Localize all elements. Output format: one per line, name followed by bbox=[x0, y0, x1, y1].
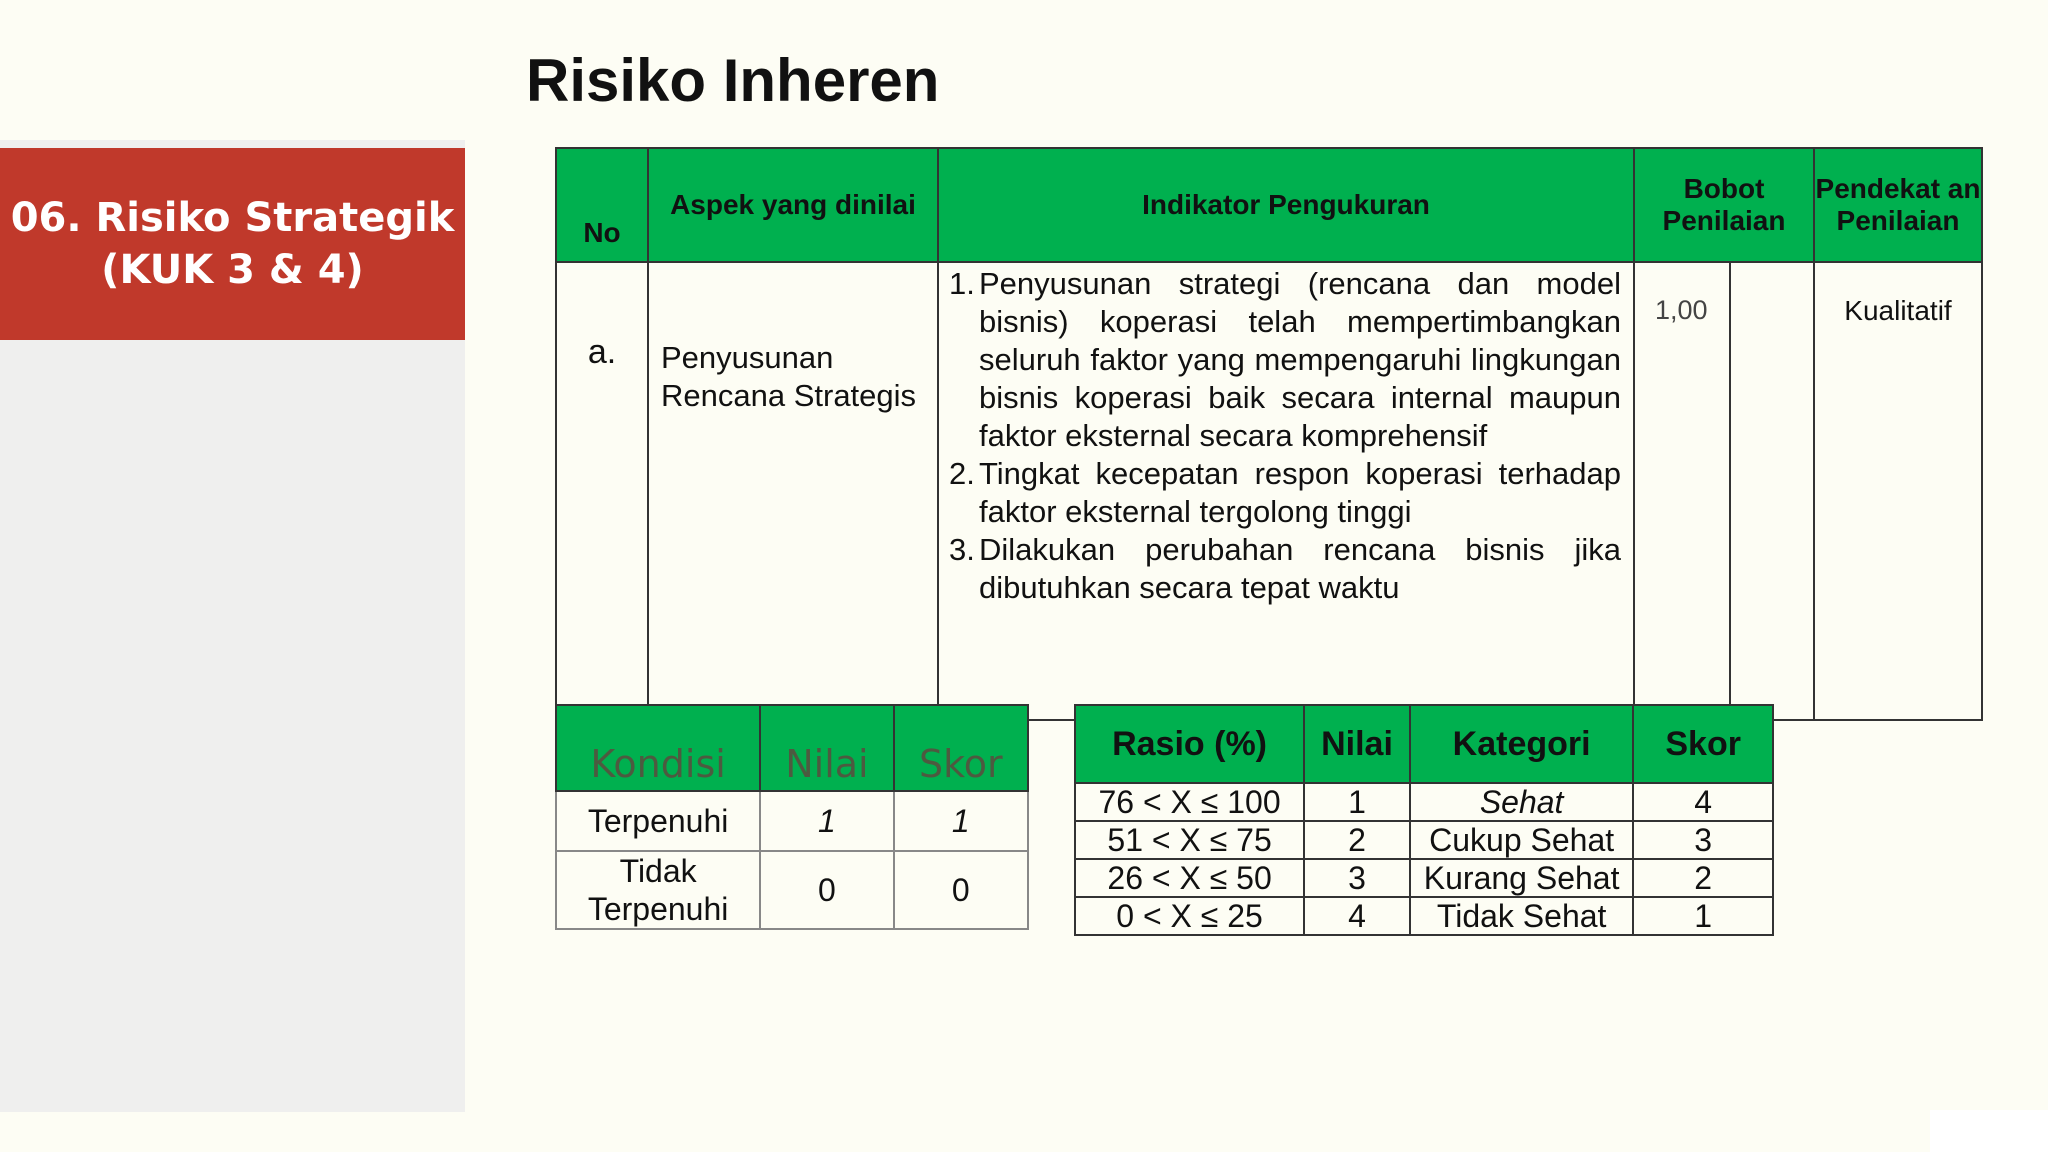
cell-nilai: 1 bbox=[760, 791, 893, 851]
table-row bbox=[556, 851, 1028, 929]
table-header-row bbox=[556, 148, 1982, 262]
header-nilai: Nilai bbox=[760, 705, 893, 791]
cell-nilai: 1 bbox=[1304, 783, 1410, 821]
cell-rasio: 76 < X ≤ 100 bbox=[1075, 783, 1304, 821]
cell-rasio: 0 < X ≤ 25 bbox=[1075, 897, 1304, 935]
cell-rasio: 26 < X ≤ 50 bbox=[1075, 859, 1304, 897]
rasio-header-row bbox=[1075, 705, 1773, 783]
table-row bbox=[1075, 859, 1773, 897]
cell-nilai: 4 bbox=[1304, 897, 1410, 935]
indikator-list bbox=[949, 265, 1621, 607]
header-skor: Skor bbox=[894, 705, 1028, 791]
cell-kondisi: Terpenuhi bbox=[556, 791, 760, 851]
cell-nilai: 2 bbox=[1304, 821, 1410, 859]
cell-skor: 1 bbox=[894, 791, 1028, 851]
section-line1: 06. Risiko Strategik bbox=[10, 195, 455, 241]
cell-nilai: 0 bbox=[760, 851, 893, 929]
table-row bbox=[1075, 783, 1773, 821]
table-row bbox=[1075, 821, 1773, 859]
cell-kategori: Tidak Sehat bbox=[1410, 897, 1633, 935]
header-kategori: Kategori bbox=[1410, 705, 1633, 783]
cell-pendekatan: Kualitatif bbox=[1814, 262, 1982, 720]
cell-skor: 4 bbox=[1633, 783, 1773, 821]
risk-indicator-table bbox=[555, 147, 1983, 721]
cell-indikator bbox=[938, 262, 1634, 720]
cell-skor: 1 bbox=[1633, 897, 1773, 935]
table-row bbox=[556, 791, 1028, 851]
header-pendekatan: Pendekat an Penilaian bbox=[1814, 148, 1982, 262]
section-label bbox=[0, 148, 465, 340]
indikator-item: 3. Dilakukan perubahan rencana bisnis jika dibutuhkan secara tepat waktu bbox=[949, 532, 1621, 605]
table-row bbox=[1075, 897, 1773, 935]
cell-skor: 2 bbox=[1633, 859, 1773, 897]
cell-no: a. bbox=[556, 262, 648, 720]
corner-patch bbox=[1930, 1110, 2048, 1152]
rasio-table bbox=[1074, 704, 1774, 936]
header-indikator: Indikator Pengukuran bbox=[938, 148, 1634, 262]
cell-kategori: Cukup Sehat bbox=[1410, 821, 1633, 859]
header-bobot: Bobot Penilaian bbox=[1634, 148, 1814, 262]
cell-empty bbox=[1730, 262, 1814, 720]
header-nilai: Nilai bbox=[1304, 705, 1410, 783]
kondisi-table bbox=[555, 704, 1029, 930]
cell-aspek: Penyusunan Rencana Strategis bbox=[648, 262, 938, 720]
header-no: No bbox=[556, 148, 648, 262]
kondisi-header-row bbox=[556, 705, 1028, 791]
header-skor: Skor bbox=[1633, 705, 1773, 783]
indikator-item: 1. Penyusunan strategi (rencana dan model bisnis) koperasi telah mempertimbangkan seluruh faktor yang mempengaruhi lingkungan bisnis koperasi baik secara internal maupun faktor eksternal secara komprehensif bbox=[949, 266, 1621, 453]
page-title: Risiko Inheren bbox=[526, 47, 940, 114]
cell-bobot: 1,00 bbox=[1634, 262, 1730, 720]
cell-skor: 0 bbox=[894, 851, 1028, 929]
header-kondisi: Kondisi bbox=[556, 705, 760, 791]
section-line2: (KUK 3 & 4) bbox=[101, 247, 364, 293]
header-rasio: Rasio (%) bbox=[1075, 705, 1304, 783]
cell-rasio: 51 < X ≤ 75 bbox=[1075, 821, 1304, 859]
cell-skor: 3 bbox=[1633, 821, 1773, 859]
table-row bbox=[556, 262, 1982, 720]
cell-nilai: 3 bbox=[1304, 859, 1410, 897]
cell-kategori: Sehat bbox=[1410, 783, 1633, 821]
indikator-item: 2. Tingkat kecepatan respon koperasi terhadap faktor eksternal tergolong tinggi bbox=[949, 456, 1621, 529]
cell-kondisi: Tidak Terpenuhi bbox=[556, 851, 760, 929]
cell-kategori: Kurang Sehat bbox=[1410, 859, 1633, 897]
header-aspek: Aspek yang dinilai bbox=[648, 148, 938, 262]
